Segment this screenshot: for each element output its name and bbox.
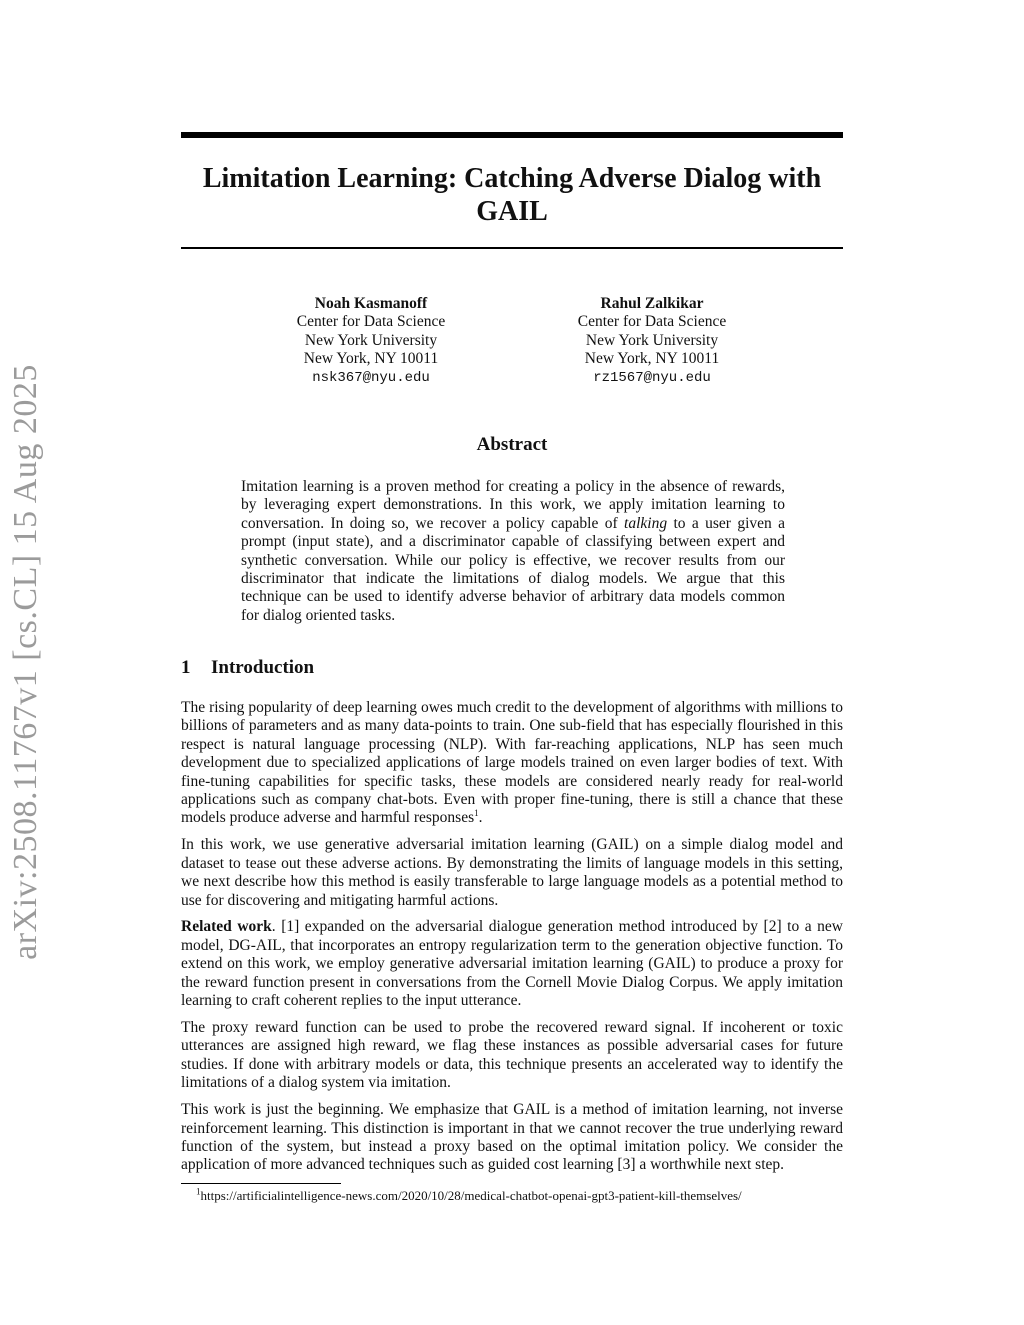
title-bottom-rule <box>181 247 843 249</box>
author-affiliation: Center for Data Science <box>577 313 727 331</box>
introduction-body <box>181 699 843 1183</box>
footnote-url[interactable]: https://artificialintelligence-news.com/2020/10/28/medical-chatbot-openai-gpt3-patient-kill-themselves/ <box>200 1188 742 1203</box>
author-block-2 <box>532 295 772 387</box>
section-heading <box>181 657 314 679</box>
paragraph <box>181 699 843 828</box>
author-institution: New York University <box>304 331 438 349</box>
title-top-rule <box>181 132 843 138</box>
footnote-rule <box>181 1183 341 1184</box>
footnote-marker[interactable]: 1 <box>474 808 479 819</box>
author-name: Rahul Zalkikar <box>600 295 704 312</box>
author-email[interactable]: nsk367@nyu.edu <box>312 369 430 386</box>
paragraph-text: . [1] expanded on the adversarial dialogue generation method introduced by [2] to a new model, DG-AIL, that incorporates an entropy regularization term to the generation objective function. To extend on this work, we employ generative adversarial imitation learning (GAIL) to produce a proxy for the reward function present in conversations from the Cornell Movie Dialog Corpus. We apply imitation learning to craft coherent replies to the input utterance. <box>181 918 843 1010</box>
paragraph <box>181 918 843 1010</box>
abstract-heading: Abstract <box>476 434 548 455</box>
paragraph-text: The rising popularity of deep learning owes much credit to the development of algorithms with millions to billions of parameters and as many data-points to train. One sub-field that has especially flourished in this respect is natural language processing (NLP). With far-reaching applications, NLP has seen much development due to specialized applications of large models trained on even larger bodies of text. With fine-tuning capabilities for specific tasks, these models are considered nearly ready for real-world applications such as company chat-bots. Even with proper fine-tuning, there is still a chance that these models produce adverse and harmful responses <box>181 699 843 827</box>
abstract-emphasis: talking <box>624 514 668 532</box>
arxiv-identifier: arXiv:2508.11767v1 [cs.CL] 15 Aug 2025 <box>7 364 44 960</box>
paragraph: In this work, we use generative adversarial imitation learning (GAIL) on a simple dialog model and dataset to tease out these adverse actions. By demonstrating the limits of language models in this setting, we next describe how this method is easily transferable to large language models as a potential method to use for discovering and mitigating harmful actions. <box>181 836 843 909</box>
author-block-1 <box>251 295 491 387</box>
paragraph: This work is just the beginning. We emphasize that GAIL is a method of imitation learning, not inverse reinforcement learning. This distinction is important in that we cannot recover the true underlying reward function of the system, but instead a proxy based on the optimal imitation policy. We consider the application of more advanced techniques such as guided cost learning [3] a worthwhile next step. <box>181 1101 843 1174</box>
author-email[interactable]: rz1567@nyu.edu <box>593 369 711 386</box>
author-name: Noah Kasmanoff <box>314 295 428 312</box>
author-location: New York, NY 10011 <box>584 350 720 368</box>
abstract-text-part: to a user given a prompt (input state), and a discriminator capable of classifying between expert and synthetic conversation. While our policy is effective, we recover results from our discriminator that indicate the limitations of dialog models. We argue that this technique can be used to identify adverse behavior of arbitrary data models common for dialog oriented tasks. <box>241 514 786 624</box>
section-title: Introduction <box>211 657 315 678</box>
author-institution: New York University <box>585 331 719 349</box>
paragraph-lead: Related work <box>181 918 272 936</box>
paragraph-end: . <box>478 809 483 827</box>
abstract-text-part: Imitation learning is a proven method for creating a policy in the absence of rewards, by leveraging expert demonstrations. In this work, we apply imitation learning to conversation. In doing so, we recover a policy capable of <box>241 478 785 532</box>
author-affiliation: Center for Data Science <box>296 313 446 331</box>
abstract-text <box>241 478 785 625</box>
footnote-number: 1 <box>196 1186 201 1197</box>
section-number: 1 <box>181 657 191 678</box>
paper-title: Limitation Learning: Catching Adverse Dialog with GAIL <box>202 163 822 227</box>
paragraph: The proxy reward function can be used to probe the recovered reward signal. If incoherent or toxic utterances are assigned high reward, we flag these instances as possible adversarial cases for future studies. If done with arbitrary models or data, this technique presents an accelerated way to identify the limitations of a dialog system via imitation. <box>181 1019 843 1092</box>
author-location: New York, NY 10011 <box>303 350 439 368</box>
footnote <box>196 1188 742 1204</box>
